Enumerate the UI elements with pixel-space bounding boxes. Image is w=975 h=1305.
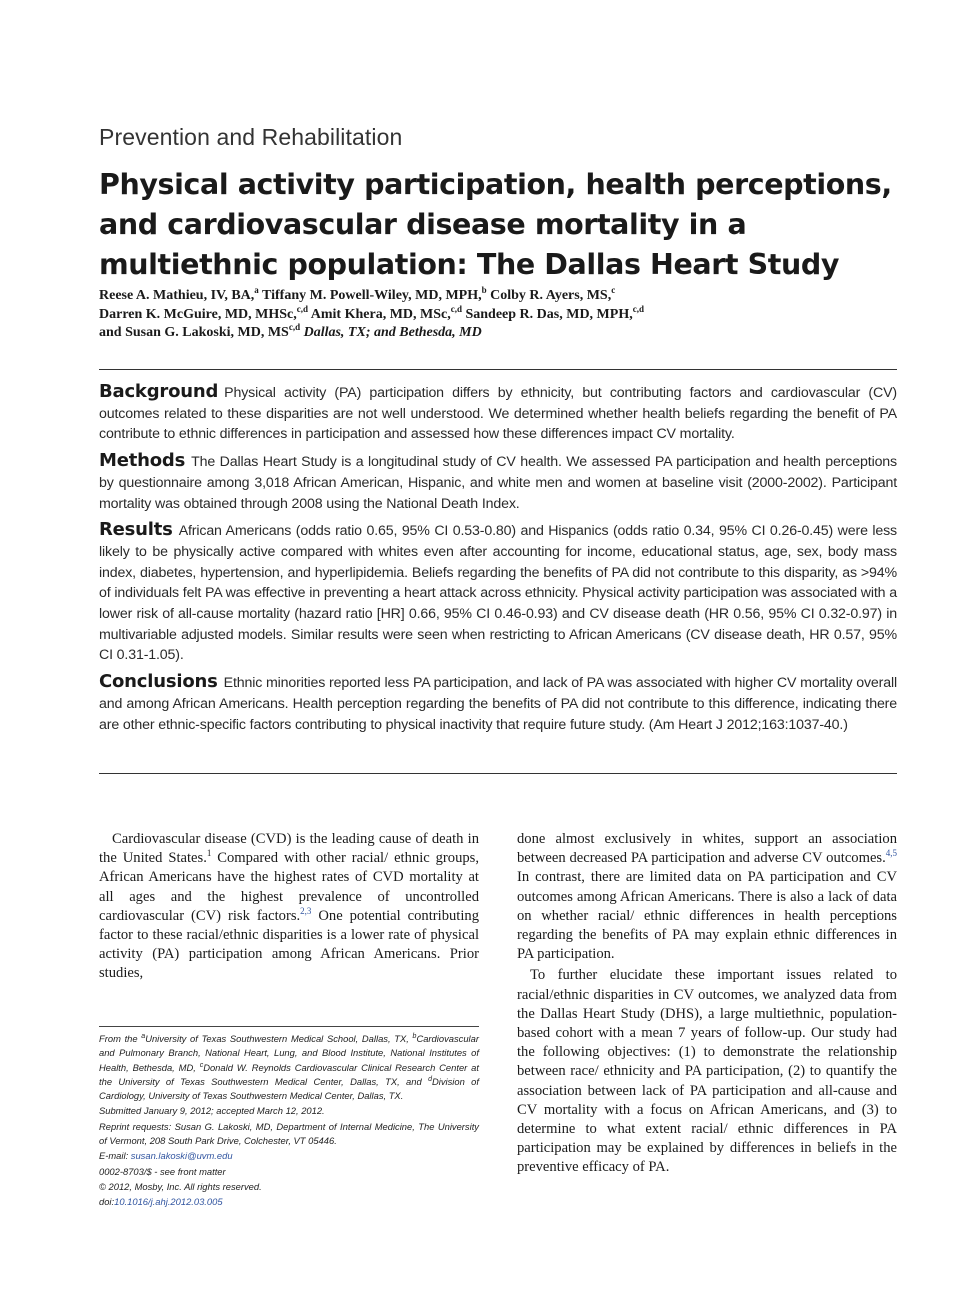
abstract-heading: Methods <box>99 450 186 472</box>
author: Amit Khera, MD, MSc, <box>310 306 451 322</box>
author-location: Dallas, TX; and Bethesda, MD <box>303 325 482 340</box>
affiliation-marker: d <box>428 1075 432 1083</box>
abstract-heading: Conclusions <box>99 671 218 693</box>
affiliation-marker: b <box>481 285 487 295</box>
abstract-text: The Dallas Heart Study is a longitudinal study of CV health. We assessed PA participation and health perceptions by questionnaire among 3,018 African American, Hispanic, and white men and women at baseline visit (2000-2002). Participant mortality was obtained through 2008 using the National Death Index. <box>99 454 897 512</box>
email-label: E-mail: <box>99 1150 131 1162</box>
email-link[interactable]: susan.lakoski@uvm.edu <box>130 1150 233 1162</box>
issn-line: 0002-8703/$ - see front matter <box>99 1165 226 1177</box>
author-list <box>99 287 897 343</box>
footnote-text: Division of Cardiology, University of Texas Southwestern Medical Center, Dallas, TX. <box>99 1075 479 1102</box>
doi-line <box>99 1195 479 1209</box>
footnote-text: Cardiovascular and Pulmonary Branch, National Heart, Lung, and Blood Institute, National Institutes of Health, Bethesda, MD, <box>99 1033 479 1073</box>
abstract-text: African Americans (odds ratio 0.65, 95% CI 0.53-0.80) and Hispanics (odds ratio 0.34, 95% CI 0.26-0.45) were less likely to be physically active compared with whites even after accounting for income, educational status, age, sex, body mass index, diabetes, hypertension, and hyperlipidemia. Beliefs regarding the benefits of PA did not contribute to this disparity, as >94% of individuals felt PA was effective in preventing a heart attack across ethnicity. Physical activity participation was associated with a lower risk of all-cause mortality (hazard ratio [HR] 0.66, 95% CI 0.46-0.93) and CV disease death (HR 0.56, 95% CI 0.32-0.97) in multivariable adjusted models. Similar results were seen when restricting to African Americans (CV disease death, HR 0.57, 95% CI 0.31-1.05). <box>99 523 897 664</box>
body-text: In contrast, there are limited data on PA participation and CV outcomes among African Americans. There is also a lack of data on whether racial/ ethnic differences in health perceptions regarding the benefits of PA may explain ethnic differences in PA participation. <box>517 869 897 963</box>
body-text: done almost exclusively in whites, support an association between decreased PA participation and adverse CV outcomes. <box>517 831 897 867</box>
footnote-text: Donald W. Reynolds Cardiovascular Clinical Research Center at the University of Texas Southwestern Medical Center, Dallas, TX, and <box>99 1061 479 1087</box>
abstract-bottom-rule <box>99 773 897 774</box>
body-column-right <box>517 830 897 1178</box>
footnote-text: University of Texas Southwestern Medical School, Dallas, TX, <box>145 1033 413 1044</box>
reprint-requests: Reprint requests: Susan G. Lakoski, MD, Department of Internal Medicine, The University of Vermont, 208 South Park Drive, Colchester, VT 05446. <box>99 1120 479 1147</box>
author: and Susan G. Lakoski, MD, MS <box>99 325 289 340</box>
abstract <box>99 382 897 741</box>
affiliation-marker: a <box>254 285 259 295</box>
body-paragraph: To further elucidate these important issues related to racial/ethnic disparities in CV outcomes, we analyzed data from the Dallas Heart Study (DHS), a large multiethnic, population-based cohort with a mean 7 years of follow-up. Our study had the following objectives: (1) to demonstrate the relationship between race/ ethnicity and PA participation, (2) to quantify the association between lack of PA participation and all-cause and CV mortality with a focus on African Americans, and (3) to determine to what extent racial/ ethnic differences in PA participation may be explained by differences in beliefs in the preventive efficacy of PA. <box>517 967 897 1176</box>
abstract-background <box>99 382 897 445</box>
body-paragraph <box>517 830 897 964</box>
affiliation-marker: b <box>412 1033 417 1040</box>
citation-link[interactable]: 2,3 <box>300 905 312 916</box>
affiliation-marker: c,d <box>450 303 462 314</box>
copyright-line: © 2012, Mosby, Inc. All rights reserved. <box>99 1180 262 1192</box>
footnote-rule <box>99 1026 479 1027</box>
affiliations-note <box>99 1032 479 1103</box>
affiliation-marker: c,d <box>296 303 309 314</box>
abstract-heading: Background <box>99 381 219 402</box>
article-title: Physical activity participation, health perceptions, and cardiovascular disease mortality in a multiethnic population: The Dallas Heart Study <box>99 168 892 281</box>
body-paragraph <box>99 830 479 984</box>
abstract-text: Physical activity (PA) participation differs by ethnicity, but contributing factors and cardiovascular (CV) outcomes related to these disparities are not well understood. We determined whether health beliefs regarding the benefit of PA contribute to ethnic differences in participation and assessed how these differences impact CV mortality. <box>99 385 897 443</box>
footnotes <box>99 1032 479 1211</box>
affiliation-marker: a <box>141 1033 146 1040</box>
abstract-conclusions <box>99 672 897 735</box>
abstract-results <box>99 520 897 666</box>
abstract-heading: Results <box>99 519 173 541</box>
doi-label: doi: <box>99 1196 115 1208</box>
body-column-left <box>99 830 479 984</box>
affiliation-marker: c,d <box>288 322 301 332</box>
body-text: Cardiovascular disease (CVD) is the leading cause of death in the United States. <box>99 831 479 867</box>
author: Colby R. Ayers, MS, <box>490 288 612 303</box>
footnote-text: From the <box>99 1033 142 1044</box>
author: Tiffany M. Powell-Wiley, MD, MPH, <box>262 288 482 303</box>
author: Sandeep R. Das, MD, MPH, <box>465 306 633 322</box>
section-label: Prevention and Rehabilitation <box>99 124 403 150</box>
affiliation-marker: c <box>611 285 616 295</box>
author: Darren K. McGuire, MD, MHSc, <box>99 306 297 322</box>
email-line <box>99 1149 479 1163</box>
doi-link[interactable]: 10.1016/j.ahj.2012.03.005 <box>114 1196 223 1208</box>
citation-link[interactable]: 1 <box>206 848 212 859</box>
affiliation-marker: c <box>199 1061 204 1069</box>
author: Reese A. Mathieu, IV, BA, <box>99 288 255 303</box>
abstract-methods <box>99 451 897 514</box>
body-text: One potential contributing factor to these racial/ethnic disparities is a lower rate of physical activity (PA) participation among African Americans. Prior studies, <box>99 907 479 982</box>
submission-dates: Submitted January 9, 2012; accepted March 12, 2012. <box>99 1105 325 1117</box>
affiliation-marker: c,d <box>632 303 644 314</box>
abstract-text: Ethnic minorities reported less PA participation, and lack of PA was associated with higher CV mortality overall and among African Americans. Health perception regarding the benefits of PA did not contribute to this difference, indicating there are other ethnic-specific factors contributing to physical inactivity that require future study. (Am Heart J 2012;163:1037-40.) <box>99 675 897 733</box>
abstract-top-rule <box>99 369 897 370</box>
body-text: Compared with other racial/ ethnic groups, African Americans have the highest rates of CVD mortality at all ages and the highest prevalence of uncontrolled cardiovascular (CV) risk factors. <box>99 850 479 924</box>
citation-link[interactable]: 4,5 <box>885 848 897 859</box>
